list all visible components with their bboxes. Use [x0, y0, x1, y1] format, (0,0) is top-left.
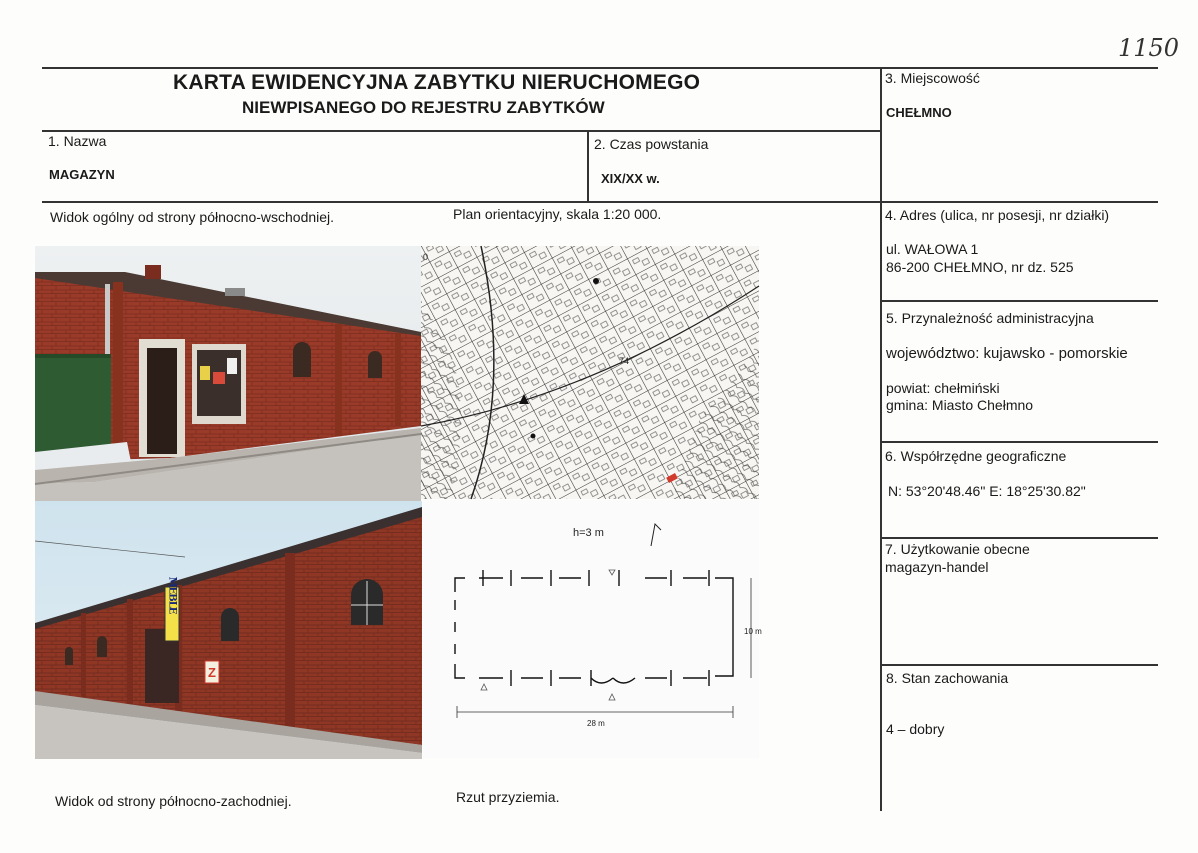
ground-floor-plan [423, 500, 762, 758]
plan-height-label: h=3 m [573, 527, 604, 539]
map-block-label: 74 [619, 356, 630, 366]
admin-county: powiat: chełmiński [886, 380, 1000, 396]
name-row-bottom-border [42, 201, 1158, 203]
admin-voivodeship: województwo: kujawsko - pomorskie [886, 345, 1128, 362]
address-bottom-border [880, 300, 1158, 302]
right-column-divider [880, 67, 882, 811]
title-bottom-border [42, 130, 880, 132]
plan-depth-label: 10 m [744, 627, 762, 636]
caption-ground-plan: Rzut przyziemia. [456, 789, 560, 805]
name-value: MAGAZYN [49, 167, 115, 182]
address-label: 4. Adres (ulica, nr posesji, nr działki) [885, 207, 1110, 223]
handwritten-number: 1150 [1118, 34, 1180, 62]
coords-label: 6. Współrzędne geograficzne [885, 448, 1067, 464]
form-top-border [42, 67, 1158, 69]
card-subtitle: NIEWPISANEGO DO REJESTRU ZABYTKÓW [242, 98, 605, 117]
location-map [421, 246, 759, 499]
usage-bottom-border [880, 664, 1158, 666]
locality-value: CHEŁMNO [886, 105, 952, 120]
locality-label: 3. Miejscowość [885, 70, 980, 86]
address-line-2: 86-200 CHEŁMNO, nr dz. 525 [886, 259, 1074, 275]
name-label: 1. Nazwa [48, 133, 107, 149]
caption-view-northwest: Widok od strony północno-zachodniej. [55, 793, 292, 809]
admin-commune: gmina: Miasto Chełmno [886, 397, 1034, 413]
photo-northeast-view [35, 246, 421, 501]
card-title: KARTA EWIDENCYJNA ZABYTKU NIERUCHOMEGO [173, 71, 701, 94]
caption-view-northeast: Widok ogólny od strony północno-wschodniej. [50, 209, 335, 225]
admin-label: 5. Przynależność administracyjna [886, 310, 1094, 326]
photo-northwest-view [35, 501, 422, 759]
map-corner-label: 0 [423, 252, 429, 262]
coords-bottom-border [880, 537, 1158, 539]
north-arrow-icon [651, 524, 661, 546]
sign-meble: MEBLE [166, 576, 178, 614]
admin-bottom-border [880, 441, 1158, 443]
address-line-1: ul. WAŁOWA 1 [886, 241, 979, 257]
caption-location-plan: Plan orientacyjny, skala 1:20 000. [453, 206, 662, 222]
sign-letter: Z [208, 665, 216, 680]
condition-label: 8. Stan zachowania [886, 670, 1009, 686]
date-value: XIX/XX w. [601, 171, 660, 186]
name-date-divider [587, 130, 589, 202]
usage-label: 7. Użytkowanie obecne [885, 541, 1030, 557]
coords-value: N: 53°20'48.46" E: 18°25'30.82" [888, 483, 1086, 499]
plan-width-label: 28 m [587, 719, 605, 728]
condition-value: 4 – dobry [886, 721, 945, 737]
usage-value: magazyn-handel [885, 559, 989, 575]
date-label: 2. Czas powstania [594, 136, 709, 152]
